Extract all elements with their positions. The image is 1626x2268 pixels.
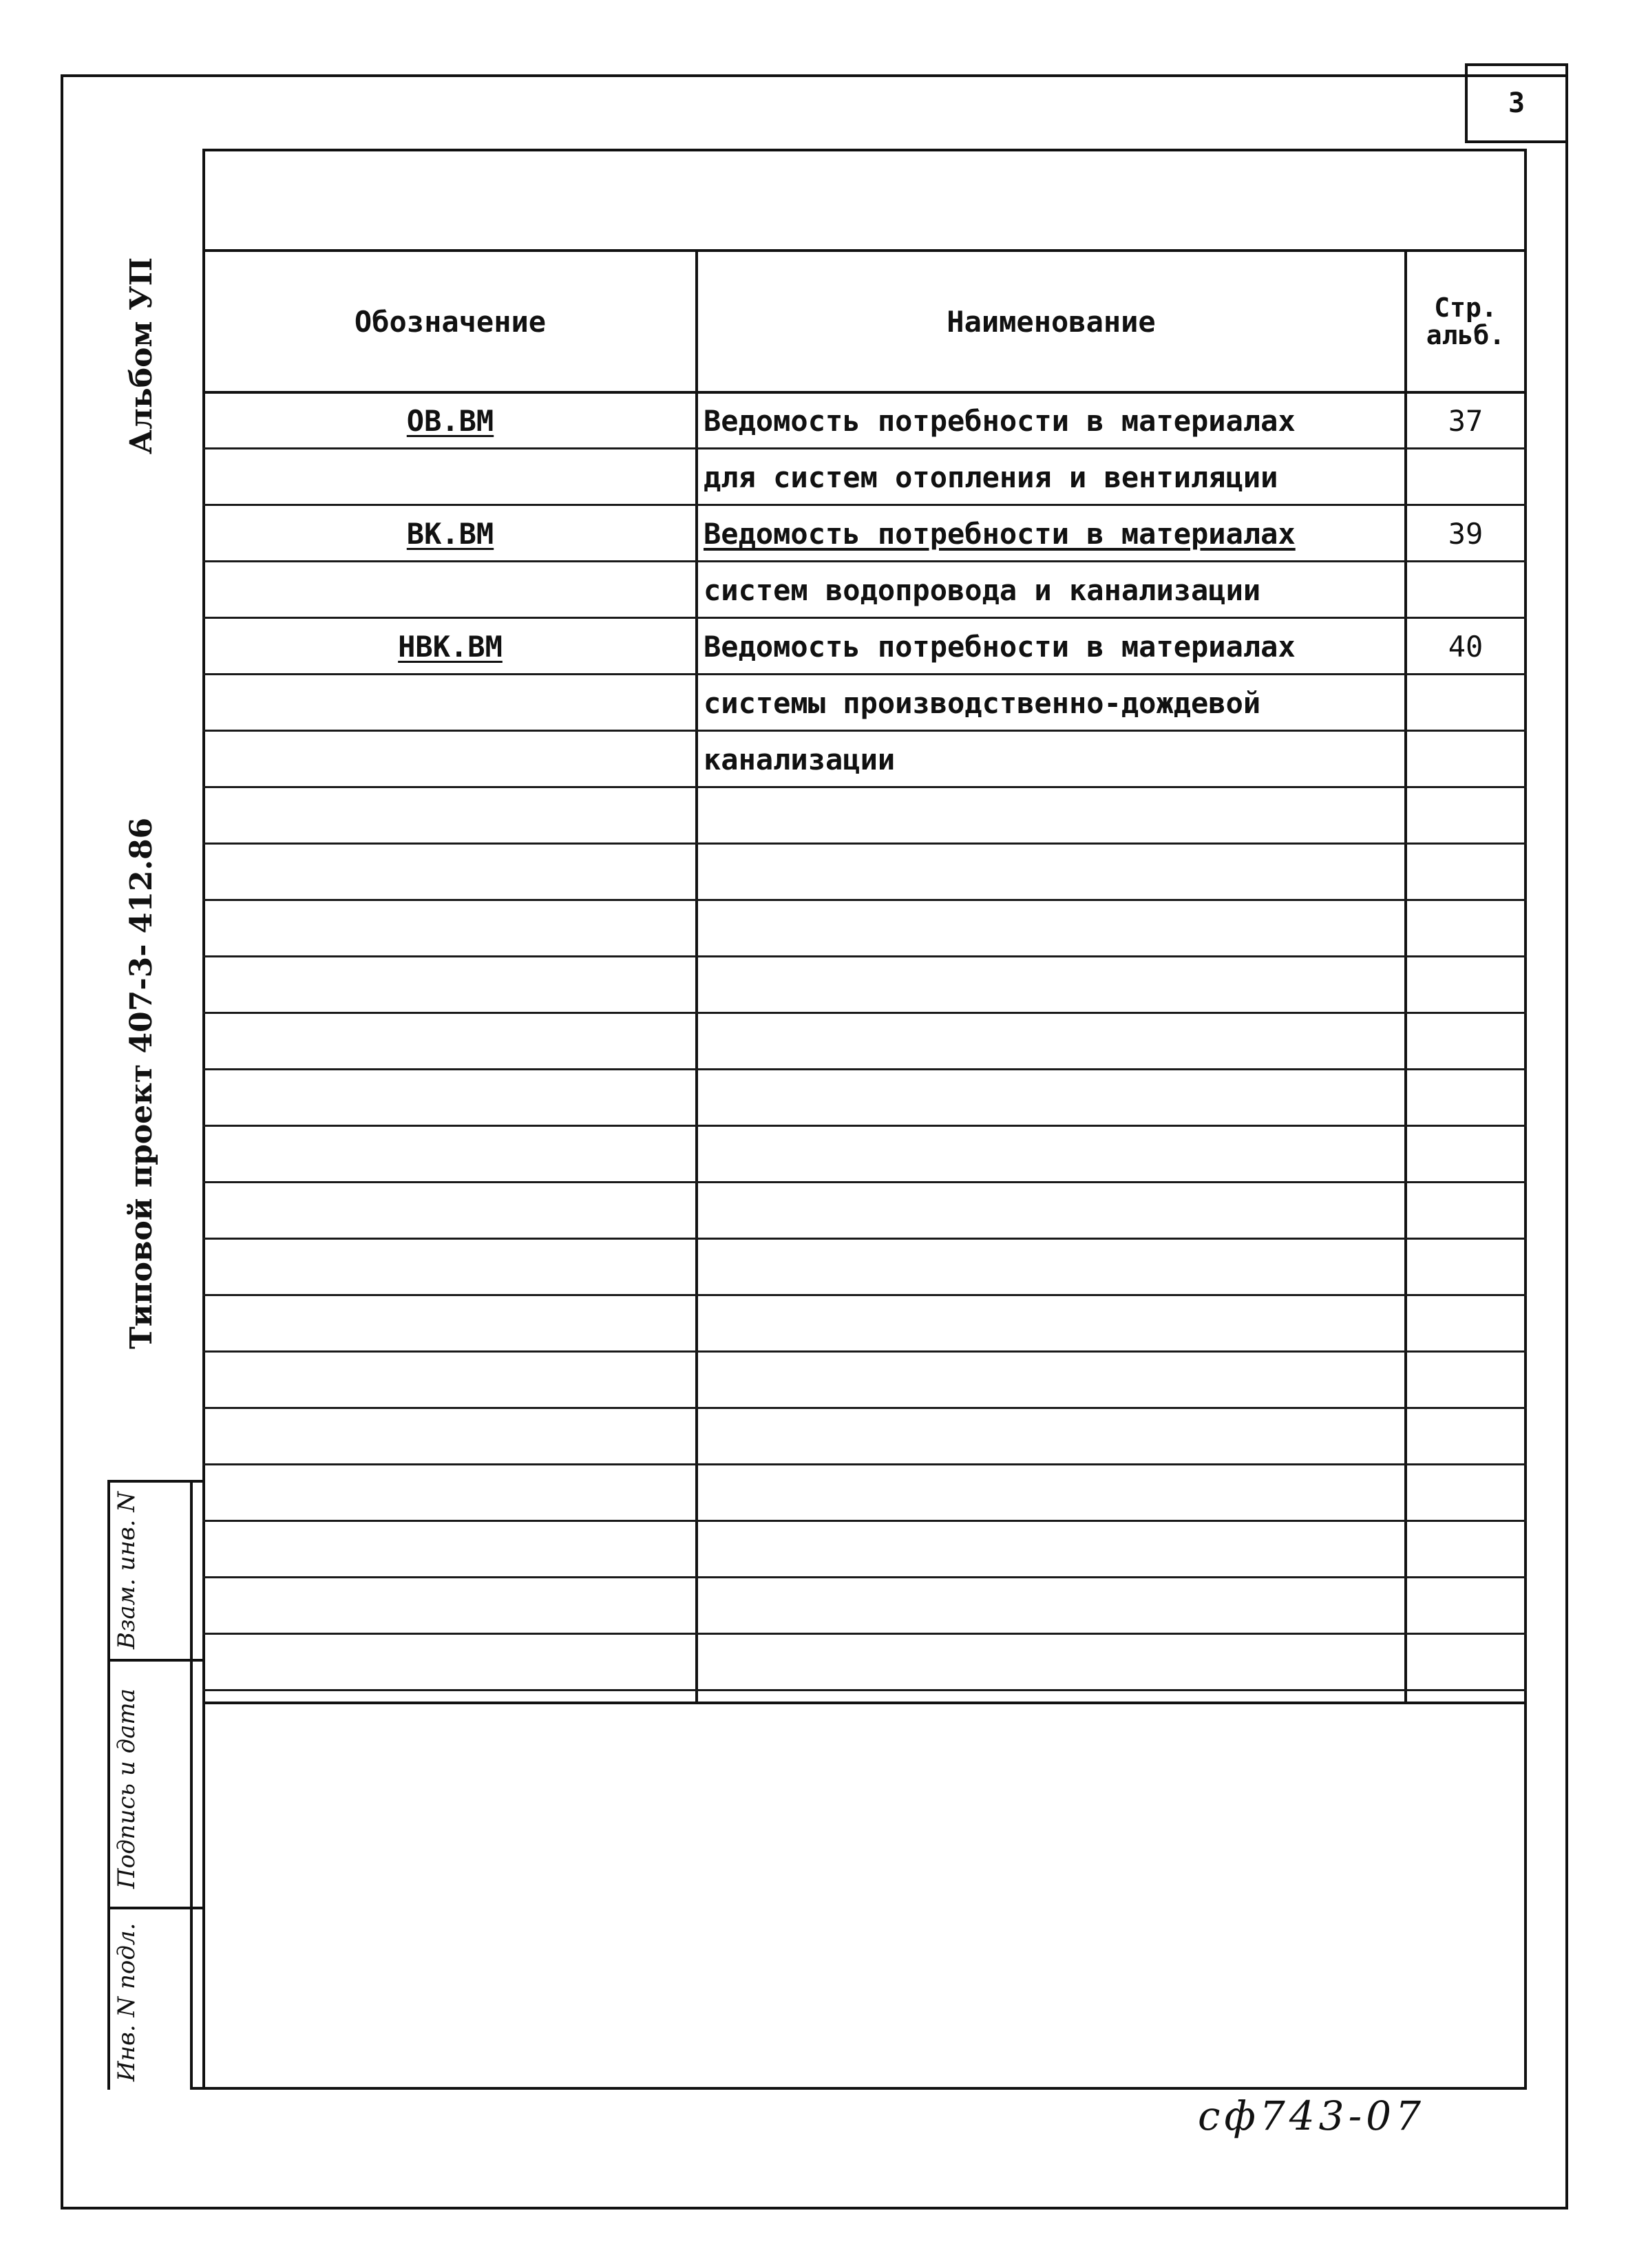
row-line	[202, 1576, 1527, 1578]
row-line	[202, 504, 1527, 506]
row-line	[202, 1181, 1527, 1183]
row-line	[202, 1350, 1527, 1353]
header-code: Обозначение	[354, 304, 547, 339]
row-3-name: Ведомость потребности в материалах	[704, 516, 1296, 551]
outer-frame-left	[61, 74, 63, 2208]
row-7-page	[1407, 732, 1524, 786]
stamp-top	[107, 1480, 205, 1483]
row-line	[202, 1407, 1527, 1409]
row-line	[202, 786, 1527, 788]
row-1-name: Ведомость потребности в материалах	[704, 403, 1296, 438]
row-4-code	[205, 563, 695, 617]
stamp-vzam-inv: Взам. инв. N	[113, 1491, 140, 1649]
row-line	[202, 899, 1527, 901]
table-bottom	[202, 1702, 1527, 1704]
row-7-code	[205, 732, 695, 786]
inner-frame-top	[202, 149, 1527, 151]
row-line	[202, 1125, 1527, 1127]
row-3-page: 39	[1448, 516, 1484, 551]
row-6-name: системы производственно-дождевой	[704, 686, 1261, 720]
outer-frame-right	[1565, 63, 1568, 2208]
row-line	[202, 955, 1527, 957]
row-line	[202, 1068, 1527, 1070]
row-line	[202, 447, 1527, 449]
row-5-page: 40	[1448, 629, 1484, 664]
row-line	[202, 560, 1527, 562]
row-5-name: Ведомость потребности в материалах	[704, 629, 1296, 664]
row-line	[202, 673, 1527, 675]
row-1-page: 37	[1448, 403, 1484, 438]
row-7-name: канализации	[704, 742, 896, 776]
inner-frame-right	[1524, 149, 1527, 2090]
row-line	[202, 1238, 1527, 1240]
row-line	[202, 617, 1527, 619]
row-line	[202, 1012, 1527, 1014]
row-line	[202, 1689, 1527, 1691]
stamp-mid	[190, 1480, 193, 2090]
side-title-project: Типовой проект 407-3- 412.86	[124, 817, 159, 1349]
row-line	[202, 1520, 1527, 1522]
row-line	[202, 1294, 1527, 1296]
inner-frame-bottom	[190, 2087, 1527, 2090]
stamp-div-2	[107, 1907, 205, 1909]
row-6-page	[1407, 676, 1524, 730]
row-line	[202, 1463, 1527, 1465]
header-name: Наименование	[947, 304, 1156, 339]
row-4-page	[1407, 563, 1524, 617]
header-page: Стр. альб.	[1426, 293, 1506, 350]
row-4-name: систем водопровода и канализации	[704, 573, 1261, 607]
row-line	[202, 730, 1527, 732]
stamp-podpis-data: Подпись и дата	[113, 1688, 140, 1889]
sheet-number-box-bottom	[1465, 140, 1568, 143]
row-5-code: НВК.ВМ	[398, 629, 503, 664]
sheet-number: 3	[1508, 87, 1525, 119]
footer-code: сф743-07	[1198, 2092, 1425, 2139]
row-1-code: ОВ.ВМ	[406, 403, 494, 438]
row-line	[202, 1633, 1527, 1635]
row-2-code	[205, 450, 695, 504]
row-2-page	[1407, 450, 1524, 504]
stamp-inv-podl: Инв. N подл.	[113, 1922, 140, 2081]
row-3-code: ВК.ВМ	[406, 516, 494, 551]
row-6-code	[205, 676, 695, 730]
stamp-div-1	[107, 1659, 205, 1662]
row-2-name: для систем отопления и вентиляции	[704, 460, 1278, 494]
row-line	[202, 842, 1527, 845]
stamp-left	[107, 1480, 110, 2090]
outer-frame-top	[61, 74, 1568, 77]
side-title-album: Альбом УП	[124, 257, 159, 454]
outer-frame-bottom	[61, 2207, 1568, 2209]
